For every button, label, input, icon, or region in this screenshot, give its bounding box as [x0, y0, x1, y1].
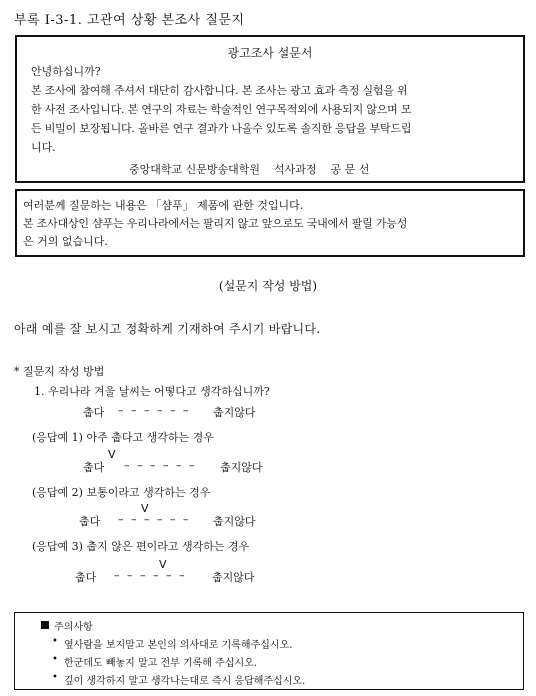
intro-line: 든 비밀이 보장됩니다. 올바른 연구 결과가 나올수 있도록 솔직한 응답을 부탁드립 — [31, 122, 412, 135]
notes-title: 주의사항 — [54, 622, 93, 633]
method-heading: (설문지 작성 방법) — [218, 279, 318, 293]
scale-right-label: 춥지않다 — [212, 571, 255, 584]
intro-box — [15, 35, 525, 183]
scale-left-label: 춥다 — [75, 571, 97, 584]
notes-box — [14, 612, 524, 690]
scale-left-label: 춥다 — [79, 515, 101, 528]
scale-dashes: – – – – – – — [118, 404, 191, 417]
example-caption: (응답예 2) 보통이라고 생각하는 경우 — [32, 486, 211, 499]
survey-title: 광고조사 설문서 — [227, 46, 313, 60]
scale-left-label: 춥다 — [83, 406, 105, 419]
intro-line: 본 조사에 참여해 주셔서 대단히 감사합니다. 본 조사는 광고 효과 측정 실험을 위 — [31, 84, 408, 97]
check-mark: V — [159, 558, 167, 571]
scale-right-label: 춥지않다 — [220, 461, 263, 474]
notes-item: 깊이 생각하지 말고 생각나는대로 즉시 응답해주십시오. — [64, 676, 306, 687]
appendix-title: 부록 Ⅰ-3-1. 고관여 상황 본조사 질문지 — [14, 13, 245, 28]
guide-label: * 질문지 작성 방법 — [14, 365, 105, 378]
bullet-icon: • — [52, 672, 58, 683]
check-mark: V — [141, 502, 149, 515]
product-line: 본 조사대상인 샴푸는 우리나라에서는 팔리지 않고 앞으로도 국내에서 팔릴 가능성 — [23, 217, 408, 230]
check-mark: V — [108, 448, 116, 461]
square-bullet-icon — [41, 621, 49, 629]
product-line: 여러분께 질문하는 내용은 「샴푸」 제품에 관한 것입니다. — [23, 199, 304, 212]
signature: 중앙대학교 신문방송대학원 석사과정 공 문 선 — [129, 163, 370, 176]
scale-right-label: 춥지않다 — [213, 515, 256, 528]
product-line: 은 거의 없습니다. — [23, 235, 108, 248]
guide-question: 1. 우리나라 겨울 날씨는 어떻다고 생각하십니까? — [34, 385, 270, 398]
product-box — [15, 189, 525, 257]
bullet-icon: • — [52, 654, 58, 665]
intro-line: 한 사전 조사입니다. 본 연구의 자료는 학술적인 연구목적외에 사용되지 않으며 모 — [31, 103, 412, 116]
scale-dashes: – – – – – – — [114, 569, 187, 582]
scale-dashes: – – – – – – — [124, 459, 197, 472]
scale-right-label: 춥지않다 — [213, 406, 256, 419]
notes-item: 옆사람을 보지말고 본인의 의사대로 기록해주십시오. — [64, 640, 293, 651]
example-caption: (응답예 3) 춥지 않은 편이라고 생각하는 경우 — [32, 540, 250, 553]
intro-line: 니다. — [31, 141, 56, 154]
bullet-icon: • — [52, 636, 58, 647]
notes-item: 한군데도 빼놓지 말고 전부 기록해 주십시오. — [64, 658, 257, 669]
example-caption: (응답예 1) 아주 춥다고 생각하는 경우 — [32, 431, 214, 444]
greeting: 안녕하십니까? — [31, 65, 101, 78]
scale-dashes: – – – – – – — [118, 513, 191, 526]
scale-left-label: 춥다 — [83, 461, 105, 474]
instruction: 아래 예를 잘 보시고 정확하게 기재하여 주시기 바랍니다. — [14, 322, 321, 336]
